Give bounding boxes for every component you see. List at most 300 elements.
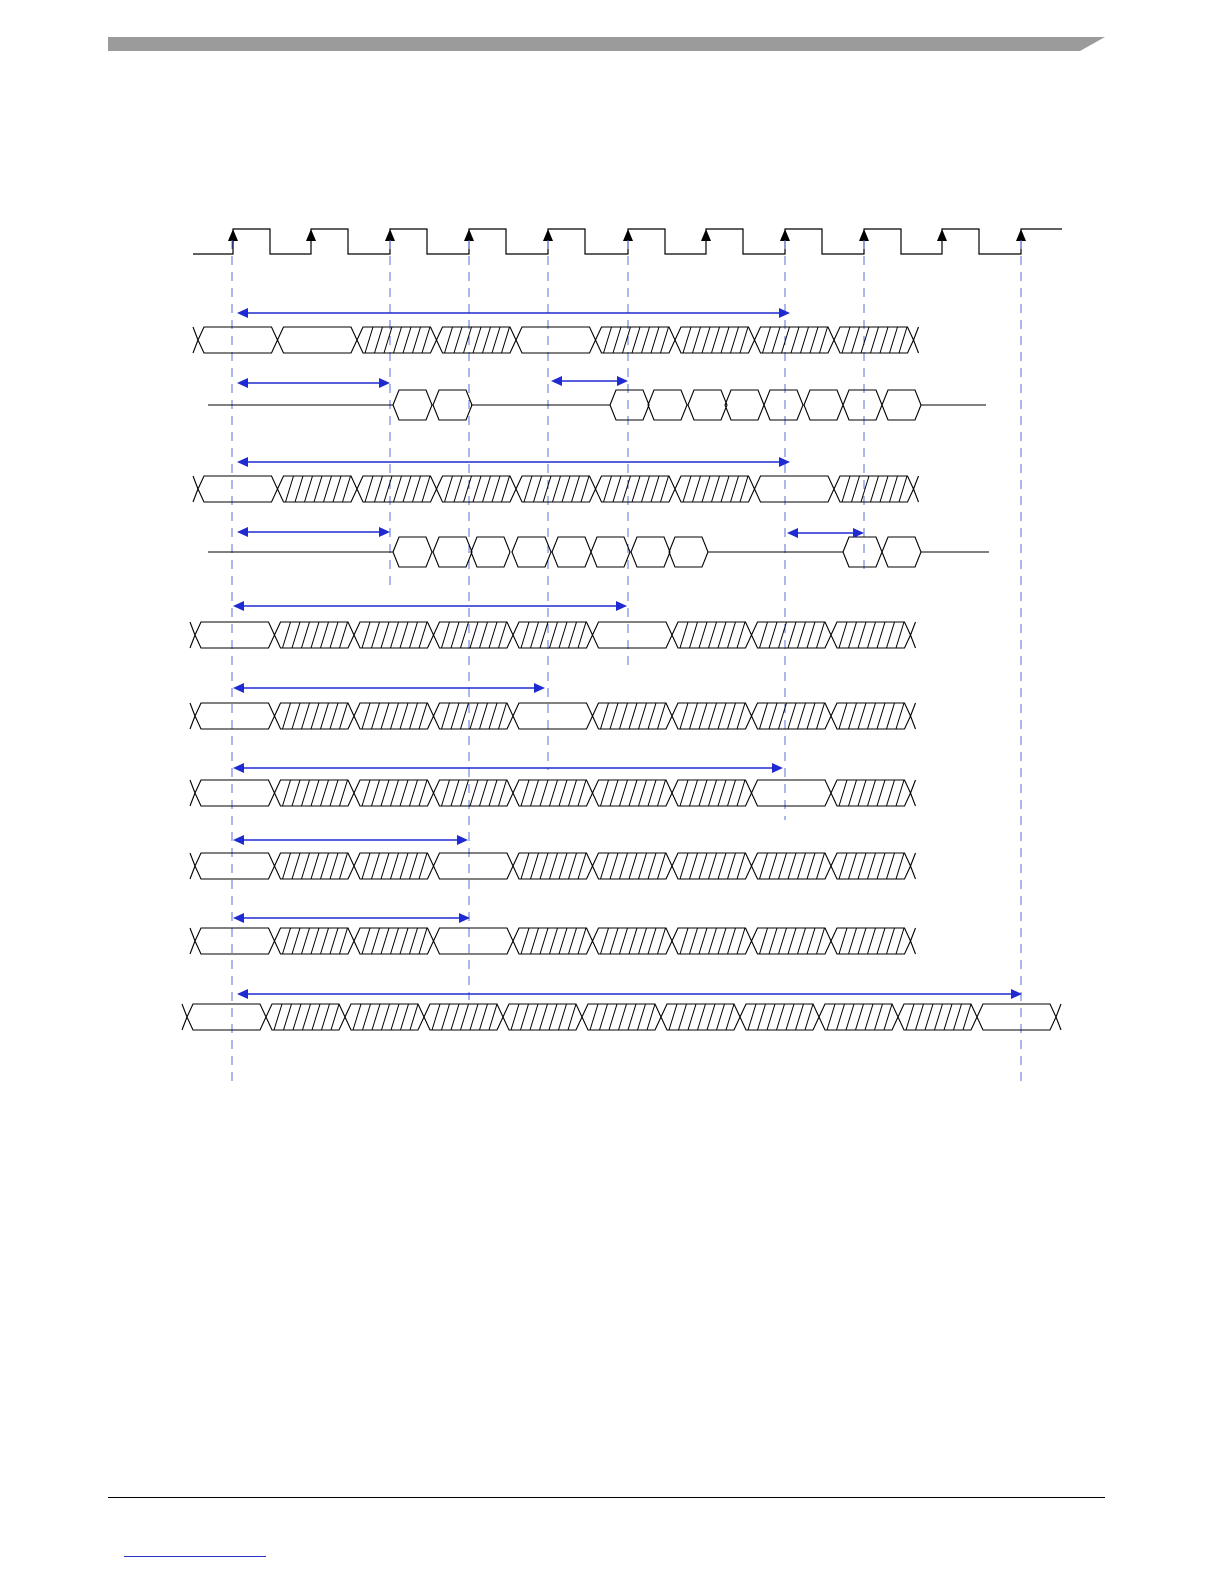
bus-2-tail-upper: [914, 476, 919, 489]
bus-6-cell-2-hatch-2: [381, 780, 389, 806]
bus-8-cell-4-hatch-2: [540, 928, 548, 954]
bus-6-cell-1-hatch-2: [302, 780, 310, 806]
bus-4-cell-2-hatch-1: [372, 622, 380, 648]
bus-7-cell-8-hatch-3: [868, 853, 876, 879]
bus-0-cell-7-hatch-1: [772, 327, 780, 353]
bus-5-cell-2-hatch-0: [362, 703, 370, 729]
bus-6-cell-3-hatch-5: [489, 780, 497, 806]
bus-2-cell-1-hatch-1: [295, 476, 303, 502]
bus-7-tail-lower: [911, 866, 916, 879]
bus-5-cell-3-hatch-2: [461, 703, 469, 729]
bus-4-cell-7-hatch-1: [769, 622, 777, 648]
bus-9-cell-6-hatch-3: [698, 1004, 706, 1030]
bus-4-cell-2-hatch-0: [362, 622, 370, 648]
bus-4-lead-upper: [190, 622, 195, 635]
bus-7-cell-6-hatch-3: [709, 853, 717, 879]
bus-7-cell-8-hatch-4: [877, 853, 885, 879]
bus-5-cell-5-hatch-2: [620, 703, 628, 729]
bus-8-lead-upper: [190, 928, 195, 941]
bus-7-cell-1-hatch-0: [283, 853, 291, 879]
bus-0-tail-lower: [914, 340, 919, 353]
bus-0-cell-8-hatch-1: [852, 327, 860, 353]
bus-4-cell-8-hatch-1: [849, 622, 857, 648]
bus-0-cell-8-hatch-3: [871, 327, 879, 353]
bus-4-cell-4-hatch-5: [569, 622, 577, 648]
bus-9-cell-3-hatch-6: [489, 1004, 497, 1030]
burst-3-beat-1: [433, 537, 472, 567]
bus-0-cell-5-hatch-6: [661, 327, 669, 353]
bus-2-cell-1-hatch-3: [314, 476, 322, 502]
bus-5-cell-2-hatch-5: [410, 703, 418, 729]
bus-7-cell-2-hatch-6: [419, 853, 427, 879]
bus-5-lead-lower: [190, 716, 195, 729]
bus-5-cell-3-hatch-0: [442, 703, 450, 729]
bus-2-cell-6-hatch-3: [712, 476, 720, 502]
bus-2-cell-4-hatch-2: [543, 476, 551, 502]
bus-0-cell-3-hatch-0: [445, 327, 453, 353]
bus-5-cell-6-hatch-5: [728, 703, 736, 729]
bus-5-cell-5-hatch-0: [601, 703, 609, 729]
bus-8-cell-8-hatch-3: [868, 928, 876, 954]
bus-6-lead-lower: [190, 793, 195, 806]
bus-4-lead-lower: [190, 635, 195, 648]
bus-5-cell-5-hatch-1: [610, 703, 618, 729]
bus-0-cell-5-hatch-3: [632, 327, 640, 353]
bus-6-cell-1-hatch-1: [292, 780, 300, 806]
bus-2-cell-3-hatch-0: [445, 476, 453, 502]
bus-2-cell-2-hatch-5: [413, 476, 421, 502]
bus-2-cell-6-hatch-1: [693, 476, 701, 502]
bus-6-cell-2-hatch-4: [400, 780, 408, 806]
bus-2-cell-4-hatch-1: [534, 476, 542, 502]
timing-arrow-11-head-left: [237, 989, 248, 999]
bus-0-cell-2-hatch-6: [422, 327, 430, 353]
clock-edge-marker-5: [623, 229, 633, 241]
bus-4-cell-2-hatch-4: [400, 622, 408, 648]
bus-0-cell-8-hatch-2: [861, 327, 869, 353]
bus-7-cell-6-hatch-5: [728, 853, 736, 879]
bus-2-cell-4-hatch-4: [562, 476, 570, 502]
bus-7-cell-2-hatch-2: [381, 853, 389, 879]
bus-6-cell-3-hatch-3: [470, 780, 478, 806]
bus-9-cell-2-hatch-0: [353, 1004, 361, 1030]
burst-1-beat-5: [725, 390, 764, 420]
bus-9-cell-9-hatch-4: [944, 1004, 952, 1030]
bus-2-cell-0-valid: [198, 476, 278, 502]
bus-6-cell-5-hatch-2: [620, 780, 628, 806]
bus-7-cell-5-hatch-3: [629, 853, 637, 879]
bus-6-cell-4-hatch-3: [550, 780, 558, 806]
bus-2-cell-4-hatch-0: [524, 476, 532, 502]
bus-9-cell-4-hatch-3: [540, 1004, 548, 1030]
bus-4-cell-4-hatch-3: [550, 622, 558, 648]
bus-5-cell-2-hatch-2: [381, 703, 389, 729]
bus-9-cell-1-hatch-3: [303, 1004, 311, 1030]
bus-5-cell-3-hatch-4: [480, 703, 488, 729]
bus-6-cell-4-hatch-5: [569, 780, 577, 806]
bus-8-cell-4-hatch-3: [550, 928, 558, 954]
bus-8-cell-2-hatch-0: [362, 928, 370, 954]
burst-1-beat-3: [648, 390, 687, 420]
bus-5-cell-8-hatch-0: [839, 703, 847, 729]
bus-0-cell-7-hatch-5: [810, 327, 818, 353]
bus-7-cell-8-hatch-2: [858, 853, 866, 879]
bus-6-tail-lower: [911, 793, 916, 806]
bus-0-cell-3-hatch-2: [464, 327, 472, 353]
bus-7-cell-1-hatch-6: [340, 853, 348, 879]
bus-5-cell-8-hatch-1: [849, 703, 857, 729]
bus-6-cell-4-hatch-0: [521, 780, 529, 806]
bus-0-cell-5-hatch-4: [642, 327, 650, 353]
bus-4-cell-1-hatch-2: [302, 622, 310, 648]
bus-4-cell-8-hatch-4: [877, 622, 885, 648]
bus-4-cell-6-hatch-2: [699, 622, 707, 648]
bus-8-cell-5-hatch-5: [648, 928, 656, 954]
bus-4-cell-1-hatch-4: [321, 622, 329, 648]
bus-5-cell-1-hatch-1: [292, 703, 300, 729]
bus-4-cell-6-hatch-6: [737, 622, 745, 648]
bus-7-cell-8-hatch-6: [896, 853, 904, 879]
bus-4-cell-4-hatch-4: [559, 622, 567, 648]
bus-9-cell-9-hatch-5: [954, 1004, 962, 1030]
bus-9-cell-8-hatch-1: [837, 1004, 845, 1030]
bus-9-cell-3-hatch-4: [470, 1004, 478, 1030]
bus-0-cell-6-hatch-1: [693, 327, 701, 353]
bus-5-tail-upper: [911, 703, 916, 716]
bus-0-cell-7-hatch-3: [791, 327, 799, 353]
bus-4-cell-2-hatch-5: [410, 622, 418, 648]
bus-9-cell-6-hatch-2: [688, 1004, 696, 1030]
bus-8-cell-4-hatch-5: [569, 928, 577, 954]
footer-link[interactable]: [124, 1556, 266, 1557]
bus-0-cell-8-hatch-5: [890, 327, 898, 353]
bus-0-cell-2-hatch-0: [365, 327, 373, 353]
bus-6-cell-5-hatch-4: [639, 780, 647, 806]
timing-arrow-1-head-left: [237, 378, 248, 388]
bus-5-cell-5-hatch-4: [639, 703, 647, 729]
bus-7-cell-1-hatch-5: [330, 853, 338, 879]
bus-8-cell-7-hatch-3: [788, 928, 796, 954]
bus-0-cell-3-hatch-5: [492, 327, 500, 353]
bus-0-cell-7-hatch-0: [763, 327, 771, 353]
bus-8-cell-8-hatch-1: [849, 928, 857, 954]
bus-0-cell-8-hatch-6: [899, 327, 907, 353]
bus-0-cell-2-hatch-5: [413, 327, 421, 353]
bus-8-cell-4-hatch-1: [531, 928, 539, 954]
bus-9-cell-1-hatch-5: [322, 1004, 330, 1030]
bus-4-cell-8-hatch-0: [839, 622, 847, 648]
bus-0-cell-6-hatch-2: [702, 327, 710, 353]
burst-3-beat-3: [512, 537, 551, 567]
bus-7-cell-6-hatch-4: [718, 853, 726, 879]
bus-9-cell-7-hatch-2: [767, 1004, 775, 1030]
clock-edge-marker-10: [1016, 229, 1026, 241]
bus-4-cell-4-hatch-2: [540, 622, 548, 648]
timing-arrow-4-head-left: [237, 527, 248, 537]
bus-8-cell-7-hatch-1: [769, 928, 777, 954]
bus-8-tail-lower: [911, 941, 916, 954]
bus-0-cell-7-hatch-4: [801, 327, 809, 353]
bus-8-cell-7-hatch-6: [817, 928, 825, 954]
bus-5-cell-2-hatch-6: [419, 703, 427, 729]
bus-4-cell-7-hatch-5: [807, 622, 815, 648]
bus-9-cell-9-hatch-2: [925, 1004, 933, 1030]
bus-5-cell-1-hatch-4: [321, 703, 329, 729]
bus-7-cell-2-hatch-0: [362, 853, 370, 879]
bus-9-cell-7-hatch-4: [786, 1004, 794, 1030]
bus-9-cell-5-hatch-2: [609, 1004, 617, 1030]
bus-9-cell-3-hatch-1: [442, 1004, 450, 1030]
bus-8-cell-4-hatch-4: [559, 928, 567, 954]
bus-9-cell-6-hatch-0: [669, 1004, 677, 1030]
bus-8-cell-1-hatch-5: [330, 928, 338, 954]
bus-0-tail-upper: [914, 327, 919, 340]
bus-9-cell-4-hatch-5: [559, 1004, 567, 1030]
burst-1-beat-4: [688, 390, 727, 420]
bus-4-cell-7-hatch-3: [788, 622, 796, 648]
timing-arrow-10-head-left: [233, 913, 244, 923]
burst-1-beat-6: [764, 390, 803, 420]
bus-9-cell-3-hatch-0: [432, 1004, 440, 1030]
bus-0-cell-6-hatch-3: [712, 327, 720, 353]
bus-2-cell-1-hatch-0: [286, 476, 294, 502]
bus-2-cell-1-hatch-4: [324, 476, 332, 502]
timing-arrow-6-head-right: [616, 601, 627, 611]
bus-8-cell-2-hatch-6: [419, 928, 427, 954]
bus-5-lead-upper: [190, 703, 195, 716]
bus-5-cell-6-hatch-6: [737, 703, 745, 729]
bus-9-cell-5-hatch-1: [600, 1004, 608, 1030]
bus-4-cell-4-hatch-1: [531, 622, 539, 648]
bus-8-cell-6-hatch-4: [718, 928, 726, 954]
bus-7-cell-3-valid: [434, 853, 514, 879]
bus-4-cell-3-hatch-4: [480, 622, 488, 648]
clock-edge-marker-7: [780, 229, 790, 241]
bus-7-cell-4-hatch-6: [578, 853, 586, 879]
bus-8-cell-6-hatch-0: [680, 928, 688, 954]
timing-arrow-0-head-left: [237, 308, 248, 318]
bus-4-cell-3-hatch-2: [461, 622, 469, 648]
bus-6-cell-4-hatch-4: [559, 780, 567, 806]
bus-0-cell-8-hatch-0: [842, 327, 850, 353]
bus-6-cell-1-hatch-4: [321, 780, 329, 806]
bus-9-cell-2-hatch-2: [372, 1004, 380, 1030]
bus-5-cell-8-hatch-6: [896, 703, 904, 729]
bus-4-cell-8-hatch-5: [887, 622, 895, 648]
bus-2-cell-6-hatch-0: [683, 476, 691, 502]
bus-6-cell-2-hatch-0: [362, 780, 370, 806]
bus-9-cell-1-hatch-1: [284, 1004, 292, 1030]
bus-9-cell-8-hatch-5: [875, 1004, 883, 1030]
bus-0-cell-1-valid: [278, 327, 358, 353]
bus-4-cell-3-hatch-3: [470, 622, 478, 648]
bus-7-cell-0-valid: [195, 853, 275, 879]
bus-6-cell-2-hatch-1: [372, 780, 380, 806]
bus-9-cell-9-hatch-3: [935, 1004, 943, 1030]
bus-9-cell-4-hatch-4: [549, 1004, 557, 1030]
bus-2-cell-8-hatch-3: [871, 476, 879, 502]
burst-3-beat-5: [591, 537, 630, 567]
bus-5-cell-5-hatch-5: [648, 703, 656, 729]
timing-arrow-8-head-right: [772, 763, 783, 773]
bus-4-cell-2-hatch-6: [419, 622, 427, 648]
bus-6-cell-8-hatch-6: [896, 780, 904, 806]
bus-6-cell-6-hatch-0: [680, 780, 688, 806]
bus-4-cell-3-hatch-0: [442, 622, 450, 648]
bus-5-cell-7-hatch-6: [817, 703, 825, 729]
bus-9-cell-2-hatch-1: [363, 1004, 371, 1030]
burst-3-beat-4: [552, 537, 591, 567]
clock-edge-marker-8: [859, 229, 869, 241]
bus-4-cell-7-hatch-6: [817, 622, 825, 648]
bus-6-cell-1-hatch-3: [311, 780, 319, 806]
bus-2-cell-3-hatch-3: [473, 476, 481, 502]
bus-6-cell-6-hatch-4: [718, 780, 726, 806]
bus-7-cell-4-hatch-0: [521, 853, 529, 879]
timing-arrow-11-head-right: [1011, 989, 1022, 999]
bus-5-cell-2-hatch-3: [391, 703, 399, 729]
bus-6-cell-6-hatch-2: [699, 780, 707, 806]
bus-2-cell-2-hatch-0: [365, 476, 373, 502]
bus-7-cell-4-hatch-1: [531, 853, 539, 879]
bus-9-cell-9-hatch-0: [906, 1004, 914, 1030]
bus-6-cell-8-hatch-3: [868, 780, 876, 806]
timing-arrow-10-head-right: [459, 913, 470, 923]
timing-arrow-7-head-right: [534, 683, 545, 693]
bus-5-cell-1-hatch-3: [311, 703, 319, 729]
bus-6-cell-5-hatch-1: [610, 780, 618, 806]
bus-8-cell-2-hatch-4: [400, 928, 408, 954]
bus-5-cell-5-hatch-6: [658, 703, 666, 729]
bus-6-cell-8-hatch-4: [877, 780, 885, 806]
bus-0-cell-3-hatch-6: [502, 327, 510, 353]
bus-4-cell-4-hatch-6: [578, 622, 586, 648]
bus-2-cell-1-hatch-6: [343, 476, 351, 502]
bus-6-cell-6-hatch-1: [690, 780, 698, 806]
clock-edge-marker-9: [937, 229, 947, 241]
bus-0-cell-4-valid: [516, 327, 596, 353]
bus-7-cell-5-hatch-2: [620, 853, 628, 879]
bus-8-cell-5-hatch-2: [620, 928, 628, 954]
bus-5-cell-6-hatch-2: [699, 703, 707, 729]
bus-4-cell-7-hatch-4: [798, 622, 806, 648]
bus-2-cell-5-hatch-5: [651, 476, 659, 502]
bus-9-cell-7-hatch-1: [758, 1004, 766, 1030]
bus-7-cell-5-hatch-5: [648, 853, 656, 879]
bus-2-cell-2-hatch-4: [403, 476, 411, 502]
bus-0-cell-6-hatch-4: [721, 327, 729, 353]
bus-5-cell-7-hatch-5: [807, 703, 815, 729]
bus-9-cell-8-hatch-4: [865, 1004, 873, 1030]
bus-6-cell-4-hatch-6: [578, 780, 586, 806]
bus-0-cell-6-hatch-0: [683, 327, 691, 353]
clock-edge-marker-3: [464, 229, 474, 241]
bus-5-cell-6-hatch-1: [690, 703, 698, 729]
burst-1-beat-7: [804, 390, 843, 420]
bus-9-cell-2-hatch-4: [391, 1004, 399, 1030]
bus-9-cell-1-hatch-6: [331, 1004, 339, 1030]
bus-7-cell-4-hatch-2: [540, 853, 548, 879]
bus-6-cell-3-hatch-4: [480, 780, 488, 806]
bus-9-cell-8-hatch-2: [846, 1004, 854, 1030]
timing-arrow-7-head-left: [233, 683, 244, 693]
bus-2-cell-3-hatch-5: [492, 476, 500, 502]
timing-arrow-4-head-right: [379, 527, 390, 537]
bus-0-lead-upper: [193, 327, 198, 340]
bus-0-cell-2-hatch-1: [375, 327, 383, 353]
bus-4-cell-3-hatch-5: [489, 622, 497, 648]
bus-4-cell-1-hatch-1: [292, 622, 300, 648]
bus-4-cell-6-hatch-3: [709, 622, 717, 648]
bus-6-cell-8-hatch-2: [858, 780, 866, 806]
bus-8-cell-8-hatch-0: [839, 928, 847, 954]
bus-9-cell-3-hatch-2: [451, 1004, 459, 1030]
burst-1-beat-0: [393, 390, 432, 420]
bus-6-cell-2-hatch-5: [410, 780, 418, 806]
bus-9-cell-5-hatch-4: [628, 1004, 636, 1030]
bus-8-cell-1-hatch-0: [283, 928, 291, 954]
bus-7-cell-8-hatch-1: [849, 853, 857, 879]
bus-5-cell-3-hatch-1: [451, 703, 459, 729]
bus-8-cell-8-hatch-5: [887, 928, 895, 954]
bus-7-cell-7-hatch-4: [798, 853, 806, 879]
bus-9-cell-5-hatch-3: [619, 1004, 627, 1030]
bus-2-cell-8-hatch-0: [842, 476, 850, 502]
bus-6-lead-upper: [190, 780, 195, 793]
bus-0-cell-6-hatch-5: [731, 327, 739, 353]
bus-4-tail-lower: [911, 635, 916, 648]
burst-1-beat-2: [610, 390, 649, 420]
clock-edge-marker-0: [228, 229, 238, 241]
bus-6-cell-5-hatch-5: [648, 780, 656, 806]
bus-5-cell-1-hatch-2: [302, 703, 310, 729]
bus-8-cell-6-hatch-1: [690, 928, 698, 954]
bus-9-cell-2-hatch-5: [401, 1004, 409, 1030]
bus-7-lead-lower: [190, 866, 195, 879]
bus-2-lead-lower: [193, 489, 198, 502]
bus-9-cell-3-hatch-3: [461, 1004, 469, 1030]
bus-5-cell-6-hatch-0: [680, 703, 688, 729]
bus-5-cell-7-hatch-1: [769, 703, 777, 729]
timing-arrow-6-head-left: [233, 601, 244, 611]
bus-0-cell-3-hatch-1: [454, 327, 462, 353]
bus-5-cell-1-hatch-0: [283, 703, 291, 729]
bus-5-cell-7-hatch-0: [760, 703, 768, 729]
bus-8-cell-6-hatch-2: [699, 928, 707, 954]
bus-7-cell-6-hatch-6: [737, 853, 745, 879]
bus-7-cell-1-hatch-4: [321, 853, 329, 879]
bus-9-cell-1-hatch-0: [274, 1004, 282, 1030]
clock-edge-marker-1: [306, 229, 316, 241]
timing-arrow-1-head-right: [379, 378, 390, 388]
bus-4-cell-6-hatch-0: [680, 622, 688, 648]
bus-7-cell-1-hatch-1: [292, 853, 300, 879]
bus-7-cell-7-hatch-2: [779, 853, 787, 879]
burst-3-beat-7: [669, 537, 708, 567]
bus-9-cell-6-hatch-4: [707, 1004, 715, 1030]
bus-5-cell-7-hatch-3: [788, 703, 796, 729]
bus-0-lead-lower: [193, 340, 198, 353]
bus-6-cell-7-valid: [752, 780, 832, 806]
bus-2-lead-upper: [193, 476, 198, 489]
bus-6-cell-8-hatch-5: [887, 780, 895, 806]
bus-9-cell-5-hatch-5: [638, 1004, 646, 1030]
bus-8-cell-2-hatch-1: [372, 928, 380, 954]
bus-6-cell-5-hatch-0: [601, 780, 609, 806]
bus-7-cell-6-hatch-1: [690, 853, 698, 879]
bus-6-cell-0-valid: [195, 780, 275, 806]
bus-7-cell-5-hatch-1: [610, 853, 618, 879]
